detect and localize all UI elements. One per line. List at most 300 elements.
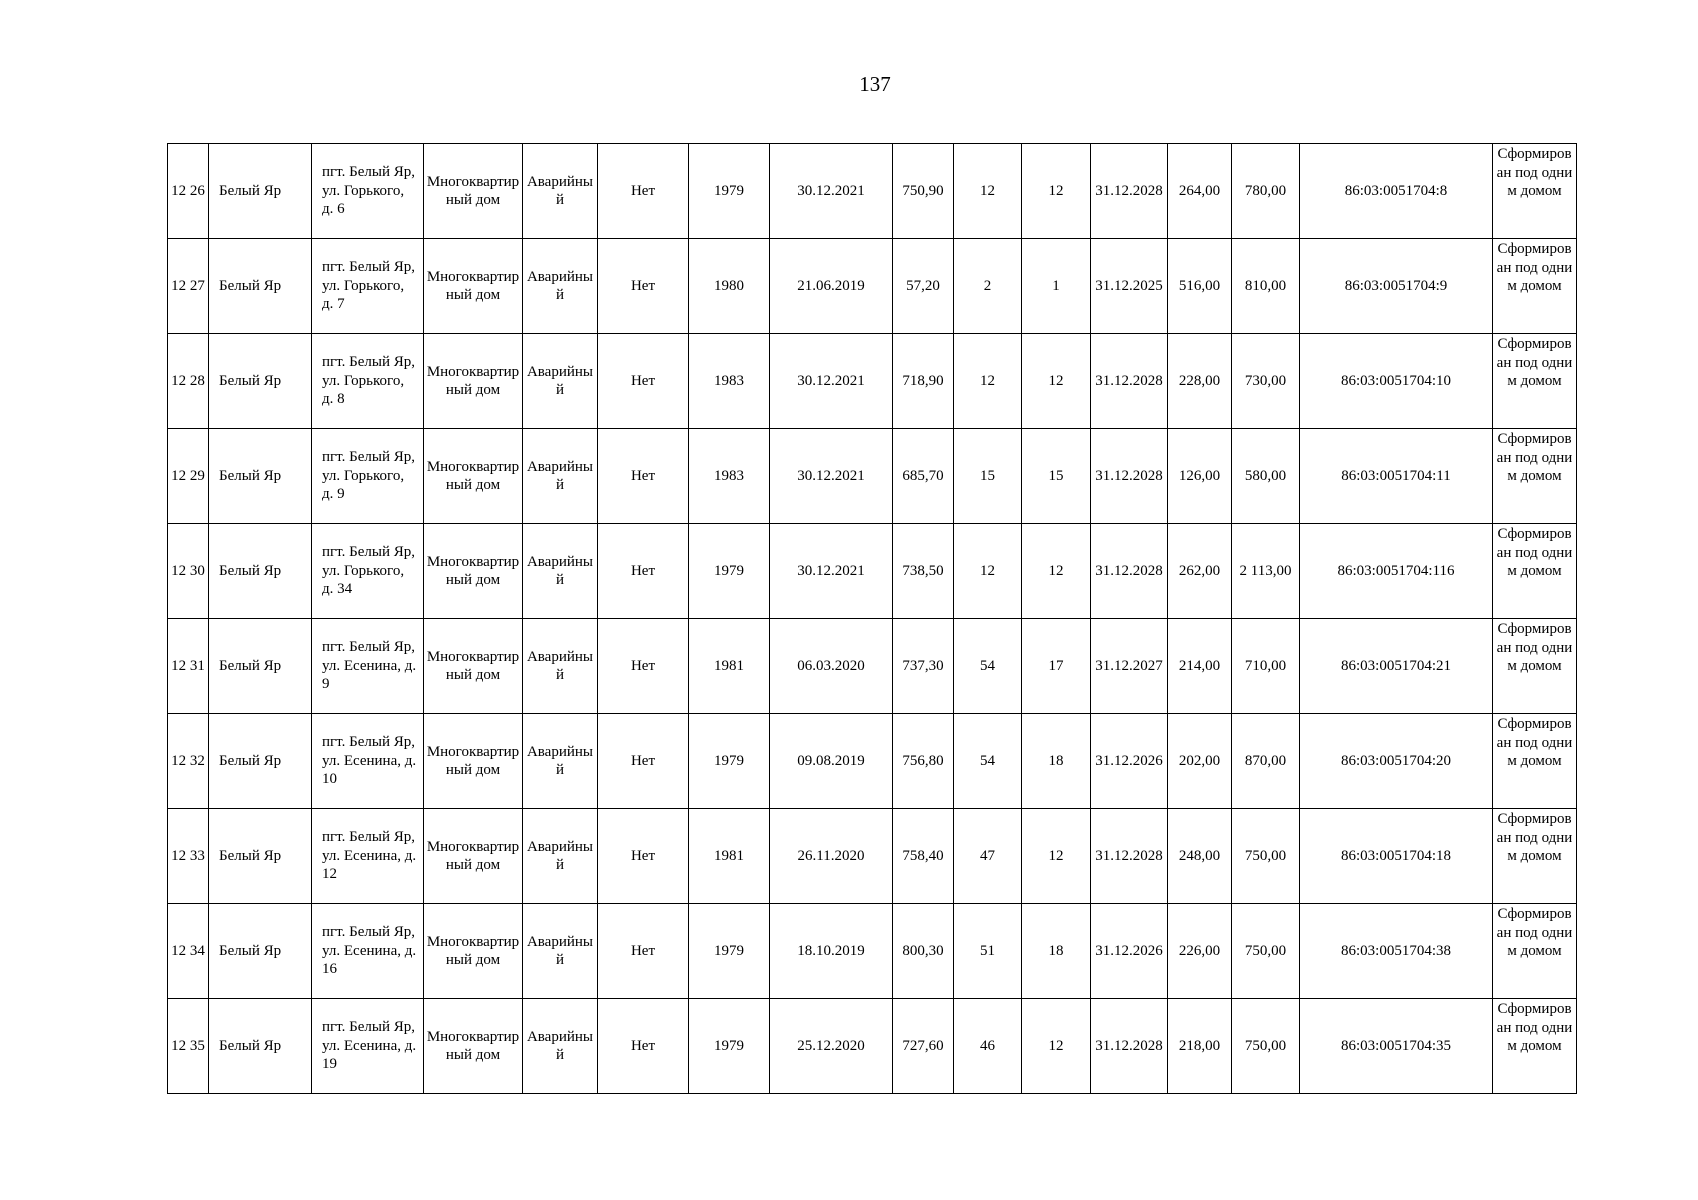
cadastral-number-text: 86:03:0051704:8 xyxy=(1344,182,1448,199)
table-body xyxy=(168,144,1577,1094)
flag-text: Нет xyxy=(630,1037,656,1054)
table-row xyxy=(168,144,1577,239)
object-type-text: Многоквартирный дом xyxy=(426,743,520,778)
object-type-text: Многоквартирный дом xyxy=(426,1028,520,1063)
cell-object-type xyxy=(424,334,523,429)
cell-condition xyxy=(523,429,598,524)
cell-count-b xyxy=(1022,429,1091,524)
cell-value-a xyxy=(1168,144,1232,239)
land-note-text: Сформирован под одним домом xyxy=(1496,906,1573,959)
value-a-text: 262,00 xyxy=(1178,562,1221,579)
land-note-text: Сформирован под одним домом xyxy=(1496,146,1573,199)
flag-text: Нет xyxy=(630,182,656,199)
count-b-text: 15 xyxy=(1048,467,1064,484)
table-row xyxy=(168,334,1577,429)
cell-settlement xyxy=(209,999,312,1094)
condition-text: Аварийный xyxy=(526,363,594,398)
cell-row-number xyxy=(168,904,209,999)
cell-deadline xyxy=(1091,429,1168,524)
area-text: 718,90 xyxy=(902,372,944,389)
area-text: 756,80 xyxy=(902,752,944,769)
cadastral-number-text: 86:03:0051704:18 xyxy=(1340,847,1451,864)
row-number-text: 12 28 xyxy=(171,372,205,389)
cell-deadline xyxy=(1091,809,1168,904)
deadline-text: 31.12.2026 xyxy=(1095,942,1163,959)
cell-value-a xyxy=(1168,429,1232,524)
deadline-text: 31.12.2028 xyxy=(1095,182,1163,199)
flag-text: Нет xyxy=(630,847,656,864)
address-text: пгт. Белый Яр, ул. Есенина, д. 12 xyxy=(322,829,417,883)
cell-count-b xyxy=(1022,714,1091,809)
flag-text: Нет xyxy=(630,372,656,389)
build-year-text: 1981 xyxy=(714,657,744,674)
date-text: 30.12.2021 xyxy=(797,467,865,484)
cell-object-type xyxy=(424,429,523,524)
table-row xyxy=(168,809,1577,904)
cell-value-b xyxy=(1232,429,1300,524)
cell-area xyxy=(893,144,954,239)
cell-cadastral-number xyxy=(1300,144,1493,239)
cell-date xyxy=(770,239,893,334)
flag-text: Нет xyxy=(630,752,656,769)
cell-address xyxy=(312,429,424,524)
cell-land-note xyxy=(1493,999,1577,1094)
cell-land-note xyxy=(1493,809,1577,904)
cell-deadline xyxy=(1091,904,1168,999)
count-a-text: 2 xyxy=(983,277,992,294)
build-year-text: 1981 xyxy=(714,847,744,864)
cell-object-type xyxy=(424,999,523,1094)
build-year-text: 1979 xyxy=(714,562,744,579)
land-note-text: Сформирован под одним домом xyxy=(1496,241,1573,294)
object-type-text: Многоквартирный дом xyxy=(426,648,520,683)
count-a-text: 12 xyxy=(980,372,995,389)
land-note-text: Сформирован под одним домом xyxy=(1496,526,1573,579)
cell-value-a xyxy=(1168,809,1232,904)
area-text: 758,40 xyxy=(902,847,944,864)
cell-area xyxy=(893,619,954,714)
cell-date xyxy=(770,619,893,714)
deadline-text: 31.12.2028 xyxy=(1095,467,1163,484)
cadastral-number-text: 86:03:0051704:116 xyxy=(1337,562,1455,579)
cell-area xyxy=(893,999,954,1094)
settlement-text: Белый Яр xyxy=(219,372,282,389)
cell-count-b xyxy=(1022,904,1091,999)
cell-value-b xyxy=(1232,524,1300,619)
address-text: пгт. Белый Яр, ул. Есенина, д. 19 xyxy=(322,1019,417,1073)
settlement-text: Белый Яр xyxy=(219,182,282,199)
cell-value-b xyxy=(1232,714,1300,809)
row-number-text: 12 30 xyxy=(171,562,205,579)
cell-build-year xyxy=(689,999,770,1094)
count-a-text: 15 xyxy=(980,467,995,484)
cell-land-note xyxy=(1493,334,1577,429)
cell-date xyxy=(770,714,893,809)
settlement-text: Белый Яр xyxy=(219,847,282,864)
page-number: 137 xyxy=(859,72,891,96)
cell-land-note xyxy=(1493,144,1577,239)
cell-address xyxy=(312,904,424,999)
row-number-text: 12 35 xyxy=(171,1037,205,1054)
table-row xyxy=(168,619,1577,714)
housing-registry-table xyxy=(167,143,1577,1094)
row-number-text: 12 32 xyxy=(171,752,205,769)
date-text: 06.03.2020 xyxy=(797,657,865,674)
cell-area xyxy=(893,524,954,619)
land-note-text: Сформирован под одним домом xyxy=(1496,336,1573,389)
cell-value-a xyxy=(1168,239,1232,334)
date-text: 26.11.2020 xyxy=(797,847,865,864)
land-note-text: Сформирован под одним домом xyxy=(1496,1001,1573,1054)
build-year-text: 1979 xyxy=(714,942,744,959)
cell-row-number xyxy=(168,239,209,334)
cell-settlement xyxy=(209,809,312,904)
build-year-text: 1983 xyxy=(714,467,744,484)
cell-date xyxy=(770,999,893,1094)
value-a-text: 126,00 xyxy=(1178,467,1221,484)
cell-row-number xyxy=(168,809,209,904)
value-a-text: 516,00 xyxy=(1178,277,1221,294)
cell-deadline xyxy=(1091,144,1168,239)
cell-object-type xyxy=(424,524,523,619)
condition-text: Аварийный xyxy=(526,173,594,208)
build-year-text: 1979 xyxy=(714,1037,744,1054)
cell-count-b xyxy=(1022,144,1091,239)
cell-settlement xyxy=(209,619,312,714)
cell-count-a xyxy=(954,524,1022,619)
cell-object-type xyxy=(424,714,523,809)
count-b-text: 12 xyxy=(1048,372,1064,389)
cell-value-b xyxy=(1232,904,1300,999)
cell-flag xyxy=(598,714,689,809)
cell-flag xyxy=(598,999,689,1094)
cell-deadline xyxy=(1091,714,1168,809)
cell-value-b xyxy=(1232,619,1300,714)
count-a-text: 54 xyxy=(980,752,995,769)
cell-row-number xyxy=(168,999,209,1094)
flag-text: Нет xyxy=(630,562,656,579)
land-note-text: Сформирован под одним домом xyxy=(1496,431,1573,484)
cell-address xyxy=(312,809,424,904)
date-text: 30.12.2021 xyxy=(797,562,865,579)
count-b-text: 18 xyxy=(1048,942,1064,959)
value-b-text: 780,00 xyxy=(1244,182,1287,199)
cell-count-b xyxy=(1022,809,1091,904)
date-text: 18.10.2019 xyxy=(797,942,865,959)
build-year-text: 1979 xyxy=(714,182,744,199)
cell-cadastral-number xyxy=(1300,334,1493,429)
object-type-text: Многоквартирный дом xyxy=(426,173,520,208)
table-row xyxy=(168,524,1577,619)
cell-row-number xyxy=(168,429,209,524)
cell-date xyxy=(770,334,893,429)
cadastral-number-text: 86:03:0051704:11 xyxy=(1341,467,1451,484)
cell-flag xyxy=(598,239,689,334)
land-note-text: Сформирован под одним домом xyxy=(1496,621,1573,674)
flag-text: Нет xyxy=(630,657,656,674)
value-a-text: 202,00 xyxy=(1178,752,1221,769)
value-b-text: 730,00 xyxy=(1244,372,1287,389)
cell-condition xyxy=(523,144,598,239)
cell-settlement xyxy=(209,904,312,999)
cell-build-year xyxy=(689,809,770,904)
cell-area xyxy=(893,809,954,904)
address-text: пгт. Белый Яр, ул. Горького, д. 8 xyxy=(322,354,415,408)
settlement-text: Белый Яр xyxy=(219,277,282,294)
value-a-text: 214,00 xyxy=(1178,657,1221,674)
cell-flag xyxy=(598,619,689,714)
date-text: 25.12.2020 xyxy=(797,1037,865,1054)
object-type-text: Многоквартирный дом xyxy=(426,268,520,303)
cell-condition xyxy=(523,619,598,714)
count-b-text: 12 xyxy=(1048,182,1064,199)
cell-build-year xyxy=(689,524,770,619)
count-a-text: 47 xyxy=(980,847,995,864)
cell-condition xyxy=(523,809,598,904)
cell-area xyxy=(893,714,954,809)
count-b-text: 1 xyxy=(1052,277,1060,294)
count-a-text: 46 xyxy=(980,1037,995,1054)
cell-object-type xyxy=(424,809,523,904)
date-text: 30.12.2021 xyxy=(797,372,865,389)
area-text: 57,20 xyxy=(906,277,940,294)
cell-row-number xyxy=(168,714,209,809)
value-b-text: 2 113,00 xyxy=(1239,562,1292,579)
date-text: 21.06.2019 xyxy=(797,277,865,294)
cell-object-type xyxy=(424,239,523,334)
value-a-text: 264,00 xyxy=(1178,182,1221,199)
object-type-text: Многоквартирный дом xyxy=(426,458,520,493)
table-row xyxy=(168,904,1577,999)
cadastral-number-text: 86:03:0051704:38 xyxy=(1340,942,1451,959)
cell-area xyxy=(893,239,954,334)
area-text: 685,70 xyxy=(902,467,944,484)
cadastral-number-text: 86:03:0051704:21 xyxy=(1340,657,1451,674)
cell-cadastral-number xyxy=(1300,619,1493,714)
cell-settlement xyxy=(209,524,312,619)
cell-settlement xyxy=(209,144,312,239)
cell-build-year xyxy=(689,714,770,809)
cell-value-a xyxy=(1168,334,1232,429)
cell-flag xyxy=(598,809,689,904)
area-text: 738,50 xyxy=(902,562,944,579)
cell-build-year xyxy=(689,334,770,429)
cell-count-a xyxy=(954,239,1022,334)
address-text: пгт. Белый Яр, ул. Есенина, д. 9 xyxy=(322,639,417,693)
cell-row-number xyxy=(168,334,209,429)
cell-count-b xyxy=(1022,524,1091,619)
count-b-text: 18 xyxy=(1048,752,1064,769)
value-a-text: 228,00 xyxy=(1178,372,1221,389)
cell-address xyxy=(312,619,424,714)
condition-text: Аварийный xyxy=(526,648,594,683)
address-text: пгт. Белый Яр, ул. Есенина, д. 16 xyxy=(322,924,417,978)
object-type-text: Многоквартирный дом xyxy=(426,838,520,873)
cell-value-b xyxy=(1232,334,1300,429)
table-row xyxy=(168,714,1577,809)
count-a-text: 54 xyxy=(980,657,995,674)
deadline-text: 31.12.2028 xyxy=(1095,1037,1163,1054)
cell-deadline xyxy=(1091,239,1168,334)
cell-value-b xyxy=(1232,809,1300,904)
value-b-text: 580,00 xyxy=(1244,467,1287,484)
cell-value-a xyxy=(1168,999,1232,1094)
settlement-text: Белый Яр xyxy=(219,657,282,674)
value-b-text: 750,00 xyxy=(1244,942,1287,959)
value-a-text: 248,00 xyxy=(1178,847,1221,864)
cell-settlement xyxy=(209,714,312,809)
build-year-text: 1983 xyxy=(714,372,744,389)
object-type-text: Многоквартирный дом xyxy=(426,553,520,588)
cell-area xyxy=(893,904,954,999)
condition-text: Аварийный xyxy=(526,933,594,968)
value-a-text: 218,00 xyxy=(1178,1037,1221,1054)
cell-cadastral-number xyxy=(1300,524,1493,619)
cell-condition xyxy=(523,904,598,999)
cell-flag xyxy=(598,429,689,524)
build-year-text: 1980 xyxy=(714,277,744,294)
date-text: 30.12.2021 xyxy=(797,182,865,199)
cell-count-a xyxy=(954,999,1022,1094)
cell-cadastral-number xyxy=(1300,429,1493,524)
cell-row-number xyxy=(168,144,209,239)
cell-condition xyxy=(523,239,598,334)
cell-address xyxy=(312,334,424,429)
cell-flag xyxy=(598,904,689,999)
condition-text: Аварийный xyxy=(526,268,594,303)
build-year-text: 1979 xyxy=(714,752,744,769)
condition-text: Аварийный xyxy=(526,838,594,873)
flag-text: Нет xyxy=(630,277,656,294)
cell-count-a xyxy=(954,809,1022,904)
deadline-text: 31.12.2026 xyxy=(1095,752,1163,769)
cell-flag xyxy=(598,144,689,239)
value-b-text: 870,00 xyxy=(1244,752,1287,769)
cell-condition xyxy=(523,334,598,429)
value-b-text: 710,00 xyxy=(1244,657,1287,674)
deadline-text: 31.12.2028 xyxy=(1095,847,1163,864)
cell-object-type xyxy=(424,619,523,714)
cell-build-year xyxy=(689,904,770,999)
cell-count-a xyxy=(954,714,1022,809)
cell-condition xyxy=(523,999,598,1094)
cell-value-a xyxy=(1168,714,1232,809)
cell-cadastral-number xyxy=(1300,809,1493,904)
cell-condition xyxy=(523,714,598,809)
deadline-text: 31.12.2027 xyxy=(1095,657,1163,674)
cell-count-b xyxy=(1022,999,1091,1094)
cadastral-number-text: 86:03:0051704:35 xyxy=(1340,1037,1451,1054)
cell-deadline xyxy=(1091,619,1168,714)
cell-row-number xyxy=(168,619,209,714)
cell-count-a xyxy=(954,429,1022,524)
cell-land-note xyxy=(1493,429,1577,524)
cell-date xyxy=(770,809,893,904)
condition-text: Аварийный xyxy=(526,743,594,778)
date-text: 09.08.2019 xyxy=(797,752,865,769)
cell-land-note xyxy=(1493,619,1577,714)
cell-address xyxy=(312,144,424,239)
cell-cadastral-number xyxy=(1300,714,1493,809)
cell-flag xyxy=(598,334,689,429)
cadastral-number-text: 86:03:0051704:9 xyxy=(1344,277,1448,294)
settlement-text: Белый Яр xyxy=(219,942,282,959)
object-type-text: Многоквартирный дом xyxy=(426,933,520,968)
cell-count-b xyxy=(1022,619,1091,714)
cadastral-number-text: 86:03:0051704:10 xyxy=(1340,372,1451,389)
cell-address xyxy=(312,239,424,334)
cell-area xyxy=(893,334,954,429)
cell-row-number xyxy=(168,524,209,619)
cell-value-b xyxy=(1232,239,1300,334)
condition-text: Аварийный xyxy=(526,553,594,588)
deadline-text: 31.12.2028 xyxy=(1095,372,1163,389)
value-a-text: 226,00 xyxy=(1178,942,1221,959)
cell-count-a xyxy=(954,619,1022,714)
cadastral-number-text: 86:03:0051704:20 xyxy=(1340,752,1451,769)
count-a-text: 12 xyxy=(980,182,995,199)
row-number-text: 12 27 xyxy=(171,277,205,294)
object-type-text: Многоквартирный дом xyxy=(426,363,520,398)
cell-cadastral-number xyxy=(1300,239,1493,334)
deadline-text: 31.12.2028 xyxy=(1095,562,1163,579)
cell-address xyxy=(312,714,424,809)
area-text: 737,30 xyxy=(902,657,944,674)
address-text: пгт. Белый Яр, ул. Горького, д. 9 xyxy=(322,449,415,503)
deadline-text: 31.12.2025 xyxy=(1095,277,1163,294)
row-number-text: 12 29 xyxy=(171,467,205,484)
row-number-text: 12 26 xyxy=(171,182,205,199)
flag-text: Нет xyxy=(630,467,656,484)
count-b-text: 12 xyxy=(1048,847,1064,864)
address-text: пгт. Белый Яр, ул. Горького, д. 34 xyxy=(322,544,415,598)
table-row xyxy=(168,429,1577,524)
value-b-text: 810,00 xyxy=(1244,277,1287,294)
row-number-text: 12 33 xyxy=(171,847,205,864)
cell-count-b xyxy=(1022,334,1091,429)
cell-deadline xyxy=(1091,999,1168,1094)
count-b-text: 12 xyxy=(1048,1037,1064,1054)
cell-settlement xyxy=(209,429,312,524)
cell-area xyxy=(893,429,954,524)
flag-text: Нет xyxy=(630,942,656,959)
table-row xyxy=(168,239,1577,334)
condition-text: Аварийный xyxy=(526,1028,594,1063)
cell-flag xyxy=(598,524,689,619)
cell-build-year xyxy=(689,429,770,524)
cell-count-a xyxy=(954,334,1022,429)
count-a-text: 12 xyxy=(980,562,995,579)
land-note-text: Сформирован под одним домом xyxy=(1496,811,1573,864)
cell-build-year xyxy=(689,144,770,239)
cell-land-note xyxy=(1493,239,1577,334)
cell-land-note xyxy=(1493,714,1577,809)
cell-value-a xyxy=(1168,619,1232,714)
area-text: 727,60 xyxy=(902,1037,944,1054)
area-text: 800,30 xyxy=(902,942,944,959)
cell-value-a xyxy=(1168,904,1232,999)
cell-object-type xyxy=(424,904,523,999)
cell-value-b xyxy=(1232,999,1300,1094)
cell-deadline xyxy=(1091,334,1168,429)
cell-land-note xyxy=(1493,904,1577,999)
cell-date xyxy=(770,144,893,239)
row-number-text: 12 31 xyxy=(171,657,205,674)
cell-deadline xyxy=(1091,524,1168,619)
settlement-text: Белый Яр xyxy=(219,562,282,579)
cell-address xyxy=(312,524,424,619)
cell-count-b xyxy=(1022,239,1091,334)
